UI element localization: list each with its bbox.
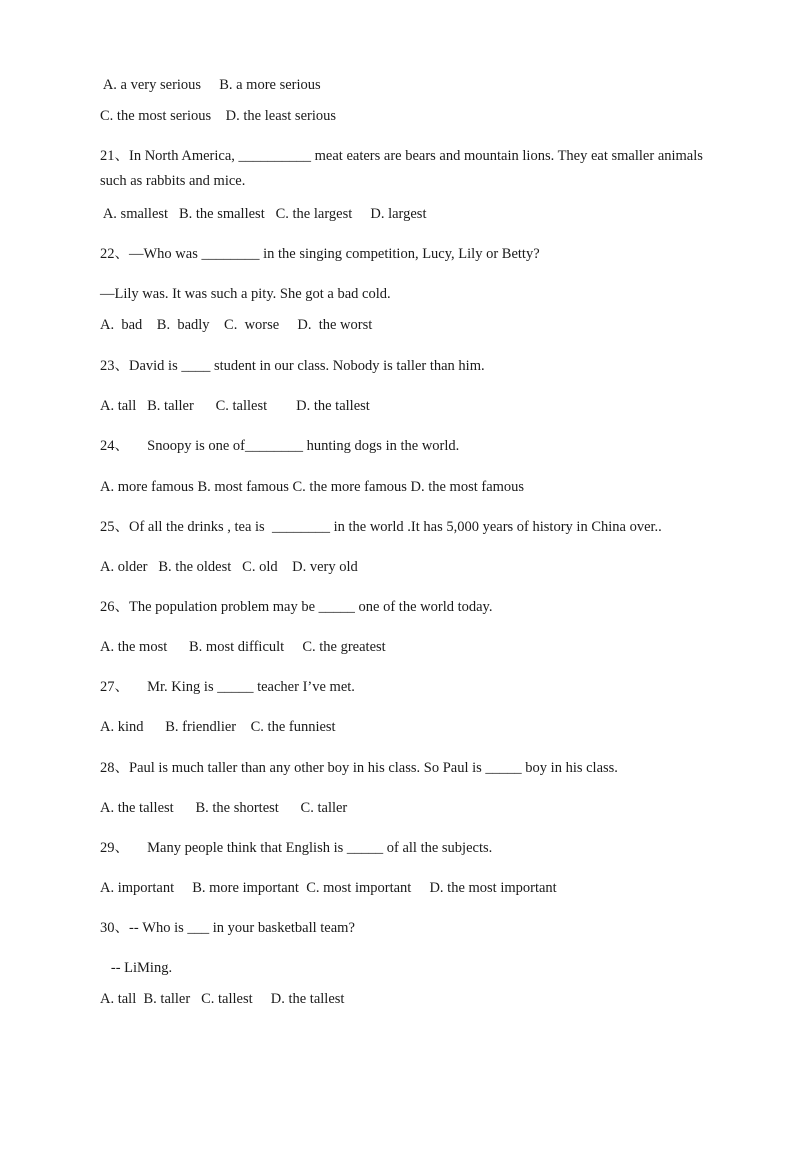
question-30: 30、-- Who is ___ in your basketball team? (100, 920, 355, 936)
q22-options: A. bad B. badly C. worse D. the worst (100, 317, 373, 333)
question-22: 22、—Who was ________ in the singing competition, Lucy, Lily or Betty? (100, 246, 540, 262)
q20-options-line-2: C. the most serious D. the least serious (100, 108, 337, 124)
question-25: 25、Of all the drinks , tea is ________ in the world .It has 5,000 years of history in China over.. (100, 519, 662, 535)
q26-options: A. the most B. most difficult C. the greatest (100, 639, 386, 655)
q27-options: A. kind B. friendlier C. the funniest (100, 719, 336, 735)
question-21: 21、In North America, __________ meat eaters are bears and mountain lions. They eat smaller animals such as rabbits and mice. (100, 148, 707, 189)
question-26: 26、The population problem may be _____ one of the world today. (100, 599, 493, 615)
q25-options: A. older B. the oldest C. old D. very old (100, 559, 358, 575)
q29-options: A. important B. more important C. most important D. the most important (100, 880, 557, 896)
question-23: 23、David is ____ student in our class. Nobody is taller than him. (100, 358, 485, 374)
q30-answer-line: -- LiMing. (100, 960, 173, 976)
q22-answer-line: —Lily was. It was such a pity. She got a bad cold. (100, 286, 391, 302)
question-24: 24、 Snoopy is one of________ hunting dogs in the world. (100, 438, 460, 454)
question-28: 28、Paul is much taller than any other boy in his class. So Paul is _____ boy in his class. (100, 760, 618, 776)
q24-options: A. more famous B. most famous C. the more famous D. the most famous (100, 479, 525, 495)
q23-options: A. tall B. taller C. tallest D. the tallest (100, 398, 370, 414)
question-29: 29、 Many people think that English is _____ of all the subjects. (100, 840, 493, 856)
q30-options: A. tall B. taller C. tallest D. the tallest (100, 991, 345, 1007)
question-27: 27、 Mr. King is _____ teacher I’ve met. (100, 679, 355, 695)
q28-options: A. the tallest B. the shortest C. taller (100, 800, 348, 816)
q20-options-line-1: A. a very serious B. a more serious (100, 77, 321, 93)
q21-options: A. smallest B. the smallest C. the largest D. largest (100, 206, 427, 222)
